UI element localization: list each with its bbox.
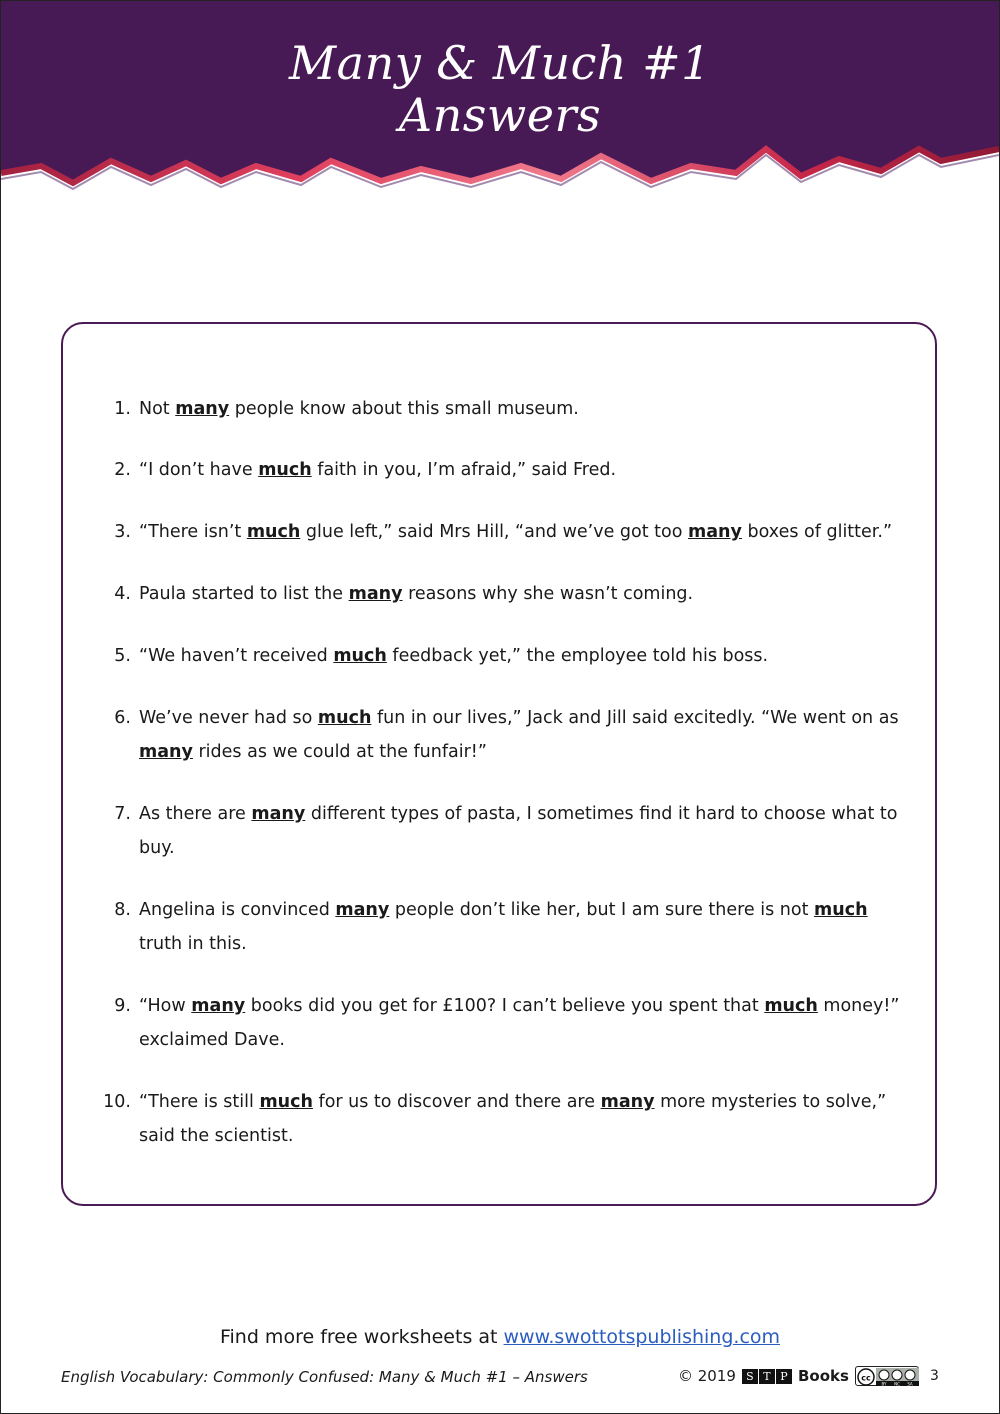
answer-text: “How xyxy=(139,996,192,1016)
answer-keyword: much xyxy=(259,1092,313,1112)
answer-number: 9. xyxy=(114,996,131,1016)
answer-number: 7. xyxy=(114,804,131,824)
answer-number: 5. xyxy=(114,646,131,666)
answer-text: reasons why she wasn’t coming. xyxy=(402,584,694,604)
answer-text: books did you get for £100? I can’t believe you spent that xyxy=(245,996,765,1016)
stp-letter: T xyxy=(759,1369,775,1384)
answer-item xyxy=(114,797,909,865)
answer-item xyxy=(114,893,909,961)
answer-number: 4. xyxy=(114,584,131,604)
website-link[interactable]: www.swottotspublishing.com xyxy=(503,1326,781,1348)
answer-keyword: many xyxy=(175,399,230,419)
answer-item xyxy=(114,639,909,673)
page-number: 3 xyxy=(930,1368,939,1384)
answer-number: 3. xyxy=(114,522,131,542)
answer-number: 8. xyxy=(114,900,131,920)
answer-keyword: much xyxy=(246,522,301,542)
footer-worksheet-title: English Vocabulary: Commonly Confused: Many & Much #1 – Answers xyxy=(61,1368,588,1386)
answer-item xyxy=(114,392,909,426)
answer-keyword: many xyxy=(251,804,306,824)
license-label-by: BY xyxy=(881,1381,887,1387)
answer-text: “We haven’t received xyxy=(139,646,334,666)
page-subtitle: Answers xyxy=(398,88,602,142)
license-label-sa: SA xyxy=(907,1381,913,1387)
answer-text: Angelina is convinced xyxy=(139,900,336,920)
answer-text: for us to discover and there are xyxy=(312,1092,601,1112)
answer-number: 10. xyxy=(103,1092,131,1112)
answer-text: truth in this. xyxy=(139,934,247,954)
answer-text: more mysteries to solve,” said the scientist. xyxy=(139,1092,887,1146)
license-label-nc: NC xyxy=(894,1381,900,1387)
answer-number: 6. xyxy=(114,708,131,728)
answer-text: people know about this small museum. xyxy=(229,399,579,419)
stp-logo xyxy=(742,1369,792,1384)
answer-number: 2. xyxy=(114,460,131,480)
promo-line xyxy=(0,1326,1000,1348)
answer-keyword: many xyxy=(335,900,390,920)
stp-letter: S xyxy=(742,1369,758,1384)
answer-text: faith in you, I’m afraid,” said Fred. xyxy=(311,460,617,480)
answer-text: Paula started to list the xyxy=(139,584,349,604)
answer-text: rides as we could at the funfair!” xyxy=(192,742,487,762)
answer-text: As there are xyxy=(139,804,252,824)
footer-publisher xyxy=(678,1366,919,1386)
answer-keyword: much xyxy=(258,460,312,480)
answer-keyword: many xyxy=(139,742,193,762)
creative-commons-icon xyxy=(855,1366,919,1386)
answer-item xyxy=(114,989,909,1057)
answer-text: different types of pasta, I sometimes find it hard to choose what to buy. xyxy=(139,804,898,858)
answer-item xyxy=(114,577,909,611)
answer-text: boxes of glitter.” xyxy=(741,522,893,542)
answer-text: glue left,” said Mrs Hill, “and we’ve got too xyxy=(300,522,689,542)
answer-item xyxy=(114,515,909,549)
answer-item xyxy=(114,701,909,769)
answer-text: fun in our lives,” Jack and Jill said excitedly. “We went on as xyxy=(371,708,899,728)
copyright-text: © 2019 xyxy=(678,1367,736,1385)
answer-number: 1. xyxy=(114,399,131,419)
answer-text: “There is still xyxy=(139,1092,260,1112)
answer-item xyxy=(114,453,909,487)
answer-keyword: many xyxy=(348,584,403,604)
header-banner xyxy=(1,1,999,201)
answer-text: feedback yet,” the employee told his boss. xyxy=(386,646,769,666)
answer-keyword: many xyxy=(191,996,246,1016)
answer-text: We’ve never had so xyxy=(139,708,318,728)
answer-keyword: much xyxy=(814,900,868,920)
answer-item xyxy=(103,1085,909,1153)
answer-keyword: much xyxy=(764,996,818,1016)
answer-text: “There isn’t xyxy=(139,522,247,542)
answer-keyword: many xyxy=(688,522,742,542)
answer-text: Not xyxy=(139,399,176,419)
answer-keyword: much xyxy=(333,646,387,666)
answer-keyword: much xyxy=(317,708,372,728)
books-label: Books xyxy=(797,1367,849,1385)
page-title: Many & Much #1 xyxy=(289,36,711,90)
stp-letter: P xyxy=(776,1369,792,1384)
answer-keyword: many xyxy=(600,1092,655,1112)
promo-text: Find more free worksheets at xyxy=(219,1326,504,1348)
answer-text: “I don’t have xyxy=(139,460,259,480)
answer-text: money!” exclaimed Dave. xyxy=(139,996,900,1050)
svg-text:cc: cc xyxy=(861,1373,871,1383)
answer-text: people don’t like her, but I am sure there is not xyxy=(389,900,815,920)
